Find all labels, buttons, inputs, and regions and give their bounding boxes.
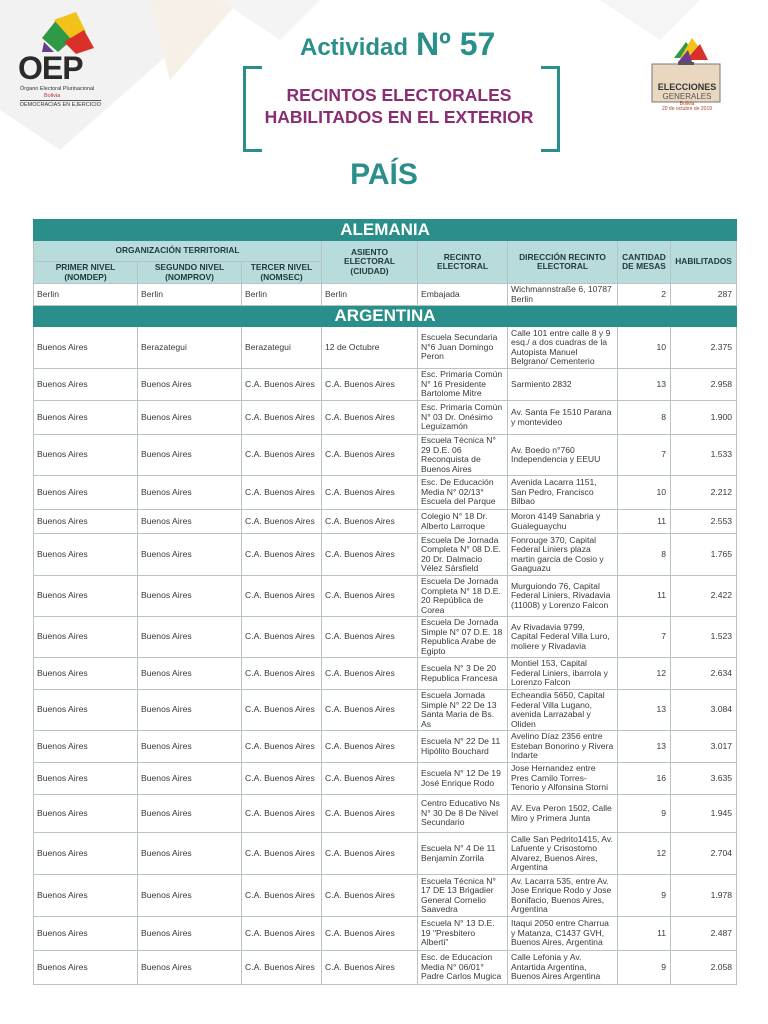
cell-asiento: 12 de Octubre [322, 327, 418, 369]
cell-primer-nivel: Buenos Aires [34, 401, 138, 435]
cell-cantidad-mesas: 9 [618, 875, 671, 917]
cell-cantidad-mesas: 12 [618, 833, 671, 875]
cell-asiento: C.A. Buenos Aires [322, 401, 418, 435]
cell-segundo-nivel: Berazategui [138, 327, 242, 369]
table-row [34, 576, 737, 617]
cell-recinto: Escuela N° 4 De 11 Benjamín Zorrila [418, 833, 508, 875]
cell-direccion: Moron 4149 Sanabria y Gualeguaychu [508, 510, 618, 534]
table-row [34, 435, 737, 476]
cell-cantidad-mesas: 10 [618, 476, 671, 510]
cell-recinto: Escuela N° 12 De 19 José Enrique Rodo [418, 763, 508, 795]
table-row [34, 795, 737, 833]
cell-segundo-nivel: Buenos Aires [138, 617, 242, 658]
title-line2: HABILITADOS EN EL EXTERIOR [264, 107, 534, 127]
oep-line1: Órgano Electoral Plurinacional [20, 86, 95, 92]
cell-segundo-nivel: Buenos Aires [138, 534, 242, 576]
cell-tercer-nivel: C.A. Buenos Aires [242, 795, 322, 833]
cell-direccion: Av Rivadavia 9799, Capital Federal Villa Luro, moliere y Rivadavia [508, 617, 618, 658]
cell-cantidad-mesas: 13 [618, 731, 671, 763]
cell-primer-nivel: Buenos Aires [34, 795, 138, 833]
table-row [34, 327, 737, 369]
oep-line3: DEMOCRACIAS EN EJERCICIO [20, 102, 101, 108]
activity-label: Actividad [300, 34, 409, 61]
cell-tercer-nivel: C.A. Buenos Aires [242, 476, 322, 510]
table-row [34, 617, 737, 658]
table-row [34, 833, 737, 875]
cell-cantidad-mesas: 8 [618, 534, 671, 576]
title-line1: RECINTOS ELECTORALES [286, 85, 512, 105]
cell-primer-nivel: Buenos Aires [34, 476, 138, 510]
cell-recinto: Esc. De Educación Media N° 02/13° Escuela del Parque [418, 476, 508, 510]
table-row [34, 951, 737, 985]
cell-primer-nivel: Buenos Aires [34, 617, 138, 658]
cell-segundo-nivel: Buenos Aires [138, 369, 242, 401]
right-bracket [541, 66, 560, 152]
header-asiento: ASIENTO ELECTORAL (CIUDAD) [322, 241, 418, 284]
header-org: ORGANIZACIÓN TERRITORIAL [34, 241, 322, 262]
cell-asiento: C.A. Buenos Aires [322, 763, 418, 795]
header-habilitados: HABILITADOS [671, 241, 737, 284]
cell-recinto: Escuela De Jornada Completa N° 08 D.E. 20 Dr. Dalmacio Vélez Sársfield [418, 534, 508, 576]
cell-cantidad-mesas: 13 [618, 690, 671, 731]
table-row [34, 510, 737, 534]
oep-line2: Bolivia [44, 93, 61, 99]
pais-heading: PAÍS [350, 158, 418, 191]
cell-cantidad-mesas: 12 [618, 658, 671, 690]
cell-tercer-nivel: C.A. Buenos Aires [242, 690, 322, 731]
cell-habilitados: 2.058 [671, 951, 737, 985]
cell-segundo-nivel: Buenos Aires [138, 795, 242, 833]
cell-direccion: Avelino Díaz 2356 entre Esteban Bonorino y Rivera Indarte [508, 731, 618, 763]
cell-direccion: Echeandia 5650, Capital Federal Villa Lugano, avenida Larrazabal y Oliden [508, 690, 618, 731]
cell-recinto: Escuela Secundaria N°6 Juan Domingo Peron [418, 327, 508, 369]
cell-tercer-nivel: C.A. Buenos Aires [242, 576, 322, 617]
elecciones-text: ELECCIONES [657, 82, 717, 92]
cell-asiento: C.A. Buenos Aires [322, 435, 418, 476]
cell-segundo-nivel: Buenos Aires [138, 833, 242, 875]
cell-segundo-nivel: Buenos Aires [138, 476, 242, 510]
cell-recinto: Escuela N° 13 D.E. 19 "Presbitero Alberti" [418, 917, 508, 951]
cell-primer-nivel: Buenos Aires [34, 875, 138, 917]
cell-primer-nivel: Buenos Aires [34, 435, 138, 476]
oep-logo-text: OEP [18, 50, 83, 86]
cell-habilitados: 2.958 [671, 369, 737, 401]
cell-habilitados: 1.765 [671, 534, 737, 576]
cell-primer-nivel: Buenos Aires [34, 833, 138, 875]
cell-tercer-nivel: C.A. Buenos Aires [242, 833, 322, 875]
table-row [34, 917, 737, 951]
document-title [258, 84, 540, 128]
cell-segundo-nivel: Buenos Aires [138, 763, 242, 795]
cell-asiento: C.A. Buenos Aires [322, 951, 418, 985]
cell-primer-nivel: Buenos Aires [34, 510, 138, 534]
table-row [34, 690, 737, 731]
cell-recinto: Escuela De Jornada Simple N° 07 D.E. 18 Republica Arabe de Egipto [418, 617, 508, 658]
cell-direccion: AV. Eva Peron 1502, Calle Miro y Primera Junta [508, 795, 618, 833]
cell-segundo-nivel: Buenos Aires [138, 576, 242, 617]
cell-recinto: Centro Educativo Ns N° 30 De 8 De Nivel Secundario [418, 795, 508, 833]
cell-habilitados: 2.634 [671, 658, 737, 690]
cell-direccion: Avenida Lacarra 1151, San Pedro, Francisco Bilbao [508, 476, 618, 510]
cell-asiento: C.A. Buenos Aires [322, 476, 418, 510]
cell-segundo-nivel: Buenos Aires [138, 917, 242, 951]
cell-cantidad-mesas: 9 [618, 951, 671, 985]
cell-asiento: C.A. Buenos Aires [322, 731, 418, 763]
cell-tercer-nivel: C.A. Buenos Aires [242, 658, 322, 690]
cell-habilitados: 1.900 [671, 401, 737, 435]
cell-primer-nivel: Buenos Aires [34, 658, 138, 690]
cell-cantidad-mesas: 11 [618, 917, 671, 951]
cell-recinto: Esc. de Educacion Media N° 06/01° Padre Carlos Mugica [418, 951, 508, 985]
cell-habilitados: 3.635 [671, 763, 737, 795]
cell-tercer-nivel: Berlin [242, 284, 322, 306]
cell-direccion: Itaqui 2050 entre Charrua y Matanza, C1437 GVH, Buenos Aires, Argentina [508, 917, 618, 951]
cell-asiento: C.A. Buenos Aires [322, 833, 418, 875]
elecciones-date: 20 de octubre de 2019 [661, 106, 713, 112]
cell-recinto: Embajada [418, 284, 508, 306]
cell-tercer-nivel: C.A. Buenos Aires [242, 763, 322, 795]
cell-direccion: Fonrouge 370, Capital Federal Liniers plaza martin garcia de Cosio y Gaaguazu [508, 534, 618, 576]
cell-cantidad-mesas: 2 [618, 284, 671, 306]
cell-habilitados: 3.017 [671, 731, 737, 763]
cell-habilitados: 2.704 [671, 833, 737, 875]
cell-cantidad-mesas: 13 [618, 369, 671, 401]
cell-segundo-nivel: Buenos Aires [138, 510, 242, 534]
cell-cantidad-mesas: 11 [618, 510, 671, 534]
cell-direccion: Av. Santa Fe 1510 Parana y montevideo [508, 401, 618, 435]
cell-recinto: Escuela N° 3 De 20 Republica Francesa [418, 658, 508, 690]
cell-habilitados: 1.945 [671, 795, 737, 833]
cell-cantidad-mesas: 7 [618, 435, 671, 476]
header-tercer: TERCER NIVEL (NOMSEC) [242, 262, 322, 284]
cell-asiento: C.A. Buenos Aires [322, 658, 418, 690]
activity-number: Nº 57 [416, 26, 496, 62]
cell-direccion: Calle 101 entre calle 8 y 9 esq./ a dos cuadras de la Autopista Manuel Belgrano/ Cementerio [508, 327, 618, 369]
table-row [34, 731, 737, 763]
cell-tercer-nivel: C.A. Buenos Aires [242, 617, 322, 658]
cell-recinto: Escuela Técnica N° 29 D.E. 06 Reconquista de Buenos Aires [418, 435, 508, 476]
cell-asiento: C.A. Buenos Aires [322, 510, 418, 534]
elecciones-bolivia: Bolivia [679, 101, 695, 107]
table-row [34, 763, 737, 795]
cell-tercer-nivel: C.A. Buenos Aires [242, 951, 322, 985]
cell-recinto: Escuela Técnica N° 17 DE 13 Brigadier General Cornelio Saavedra [418, 875, 508, 917]
generales-text: GENERALES [662, 92, 712, 101]
cell-habilitados: 2.212 [671, 476, 737, 510]
cell-primer-nivel: Buenos Aires [34, 951, 138, 985]
cell-direccion: Wichmannstraße 6, 10787 Berlin [508, 284, 618, 306]
cell-cantidad-mesas: 11 [618, 576, 671, 617]
cell-asiento: C.A. Buenos Aires [322, 534, 418, 576]
cell-asiento: C.A. Buenos Aires [322, 875, 418, 917]
table-row [34, 658, 737, 690]
cell-direccion: Sarmiento 2832 [508, 369, 618, 401]
country-name: ARGENTINA [34, 306, 737, 327]
cell-recinto: Escuela Jornada Simple N° 22 De 13 Santa Maria de Bs. As [418, 690, 508, 731]
activity-heading [300, 26, 510, 63]
cell-direccion: Jose Hernandez entre Pres Camilo Torres-Tenorio y Alfonsina Storni [508, 763, 618, 795]
cell-segundo-nivel: Buenos Aires [138, 401, 242, 435]
cell-habilitados: 2.553 [671, 510, 737, 534]
cell-asiento: C.A. Buenos Aires [322, 617, 418, 658]
header-row-1 [34, 241, 737, 262]
cell-direccion: Calle Lefonia y Av. Antartida Argentina, Buenos Aires Argentina [508, 951, 618, 985]
table-row [34, 369, 737, 401]
recintos-table [33, 219, 737, 985]
cell-habilitados: 287 [671, 284, 737, 306]
table-row [34, 476, 737, 510]
cell-direccion: Av. Boedo n°760 Independencia y EEUU [508, 435, 618, 476]
cell-cantidad-mesas: 9 [618, 795, 671, 833]
cell-habilitados: 1.533 [671, 435, 737, 476]
cell-direccion: Murguiondo 76, Capital Federal Liniers, Rivadavia (11008) y Lorenzo Falcon [508, 576, 618, 617]
cell-primer-nivel: Buenos Aires [34, 763, 138, 795]
cell-segundo-nivel: Buenos Aires [138, 435, 242, 476]
header-segundo: SEGUNDO NIVEL (NOMPROV) [138, 262, 242, 284]
cell-tercer-nivel: C.A. Buenos Aires [242, 534, 322, 576]
cell-asiento: C.A. Buenos Aires [322, 576, 418, 617]
cell-segundo-nivel: Berlin [138, 284, 242, 306]
cell-tercer-nivel: C.A. Buenos Aires [242, 875, 322, 917]
cell-direccion: Av. Lacarra 535, entre Av. Jose Enrique Rodo y Jose Bonifacio, Buenos Aires, Argentina [508, 875, 618, 917]
cell-tercer-nivel: C.A. Buenos Aires [242, 510, 322, 534]
cell-habilitados: 1.978 [671, 875, 737, 917]
table-row [34, 875, 737, 917]
cell-cantidad-mesas: 7 [618, 617, 671, 658]
table-row [34, 401, 737, 435]
cell-primer-nivel: Buenos Aires [34, 576, 138, 617]
cell-recinto: Esc. Primaria Común N° 03 Dr. Onésimo Leguizamón [418, 401, 508, 435]
cell-habilitados: 2.375 [671, 327, 737, 369]
cell-segundo-nivel: Buenos Aires [138, 875, 242, 917]
cell-segundo-nivel: Buenos Aires [138, 951, 242, 985]
cell-tercer-nivel: C.A. Buenos Aires [242, 369, 322, 401]
cell-primer-nivel: Buenos Aires [34, 690, 138, 731]
cell-primer-nivel: Buenos Aires [34, 917, 138, 951]
table-row [34, 284, 737, 306]
cell-direccion: Montiel 153, Capital Federal Liniers, ibarrola y Lorenzo Falcon [508, 658, 618, 690]
country-row-alemania [34, 220, 737, 241]
cell-asiento: C.A. Buenos Aires [322, 369, 418, 401]
cell-segundo-nivel: Buenos Aires [138, 731, 242, 763]
header-direccion: DIRECCIÓN RECINTO ELECTORAL [508, 241, 618, 284]
cell-primer-nivel: Buenos Aires [34, 534, 138, 576]
cell-primer-nivel: Buenos Aires [34, 327, 138, 369]
cell-habilitados: 2.422 [671, 576, 737, 617]
country-name: ALEMANIA [34, 220, 737, 241]
cell-primer-nivel: Buenos Aires [34, 731, 138, 763]
header-recinto: RECINTO ELECTORAL [418, 241, 508, 284]
cell-cantidad-mesas: 10 [618, 327, 671, 369]
table-row [34, 534, 737, 576]
cell-asiento: C.A. Buenos Aires [322, 795, 418, 833]
cell-tercer-nivel: C.A. Buenos Aires [242, 731, 322, 763]
cell-segundo-nivel: Buenos Aires [138, 658, 242, 690]
cell-recinto: Colegio N° 18 Dr. Alberto Larroque [418, 510, 508, 534]
cell-habilitados: 2.487 [671, 917, 737, 951]
cell-cantidad-mesas: 8 [618, 401, 671, 435]
cell-primer-nivel: Buenos Aires [34, 369, 138, 401]
cell-asiento: C.A. Buenos Aires [322, 917, 418, 951]
cell-recinto: Escuela N° 22 De 11 Hipólito Bouchard [418, 731, 508, 763]
cell-recinto: Escuela De Jornada Completa N° 18 D.E. 20 República de Corea [418, 576, 508, 617]
cell-habilitados: 3.084 [671, 690, 737, 731]
header-primer: PRIMER NIVEL (NOMDEP) [34, 262, 138, 284]
cell-tercer-nivel: Berazategui [242, 327, 322, 369]
cell-cantidad-mesas: 16 [618, 763, 671, 795]
cell-tercer-nivel: C.A. Buenos Aires [242, 917, 322, 951]
country-row-argentina [34, 306, 737, 327]
cell-primer-nivel: Berlin [34, 284, 138, 306]
cell-asiento: Berlin [322, 284, 418, 306]
cell-asiento: C.A. Buenos Aires [322, 690, 418, 731]
cell-direccion: Calle San Pedrito1415, Av. Lafuente y Crisostomo Alvarez, Buenos Aires, Argentina [508, 833, 618, 875]
header-cantidad: CANTIDAD DE MESAS [618, 241, 671, 284]
cell-tercer-nivel: C.A. Buenos Aires [242, 401, 322, 435]
cell-recinto: Esc. Primaria Común N° 16 Presidente Bartolome Mitre [418, 369, 508, 401]
cell-habilitados: 1.523 [671, 617, 737, 658]
cell-tercer-nivel: C.A. Buenos Aires [242, 435, 322, 476]
cell-segundo-nivel: Buenos Aires [138, 690, 242, 731]
